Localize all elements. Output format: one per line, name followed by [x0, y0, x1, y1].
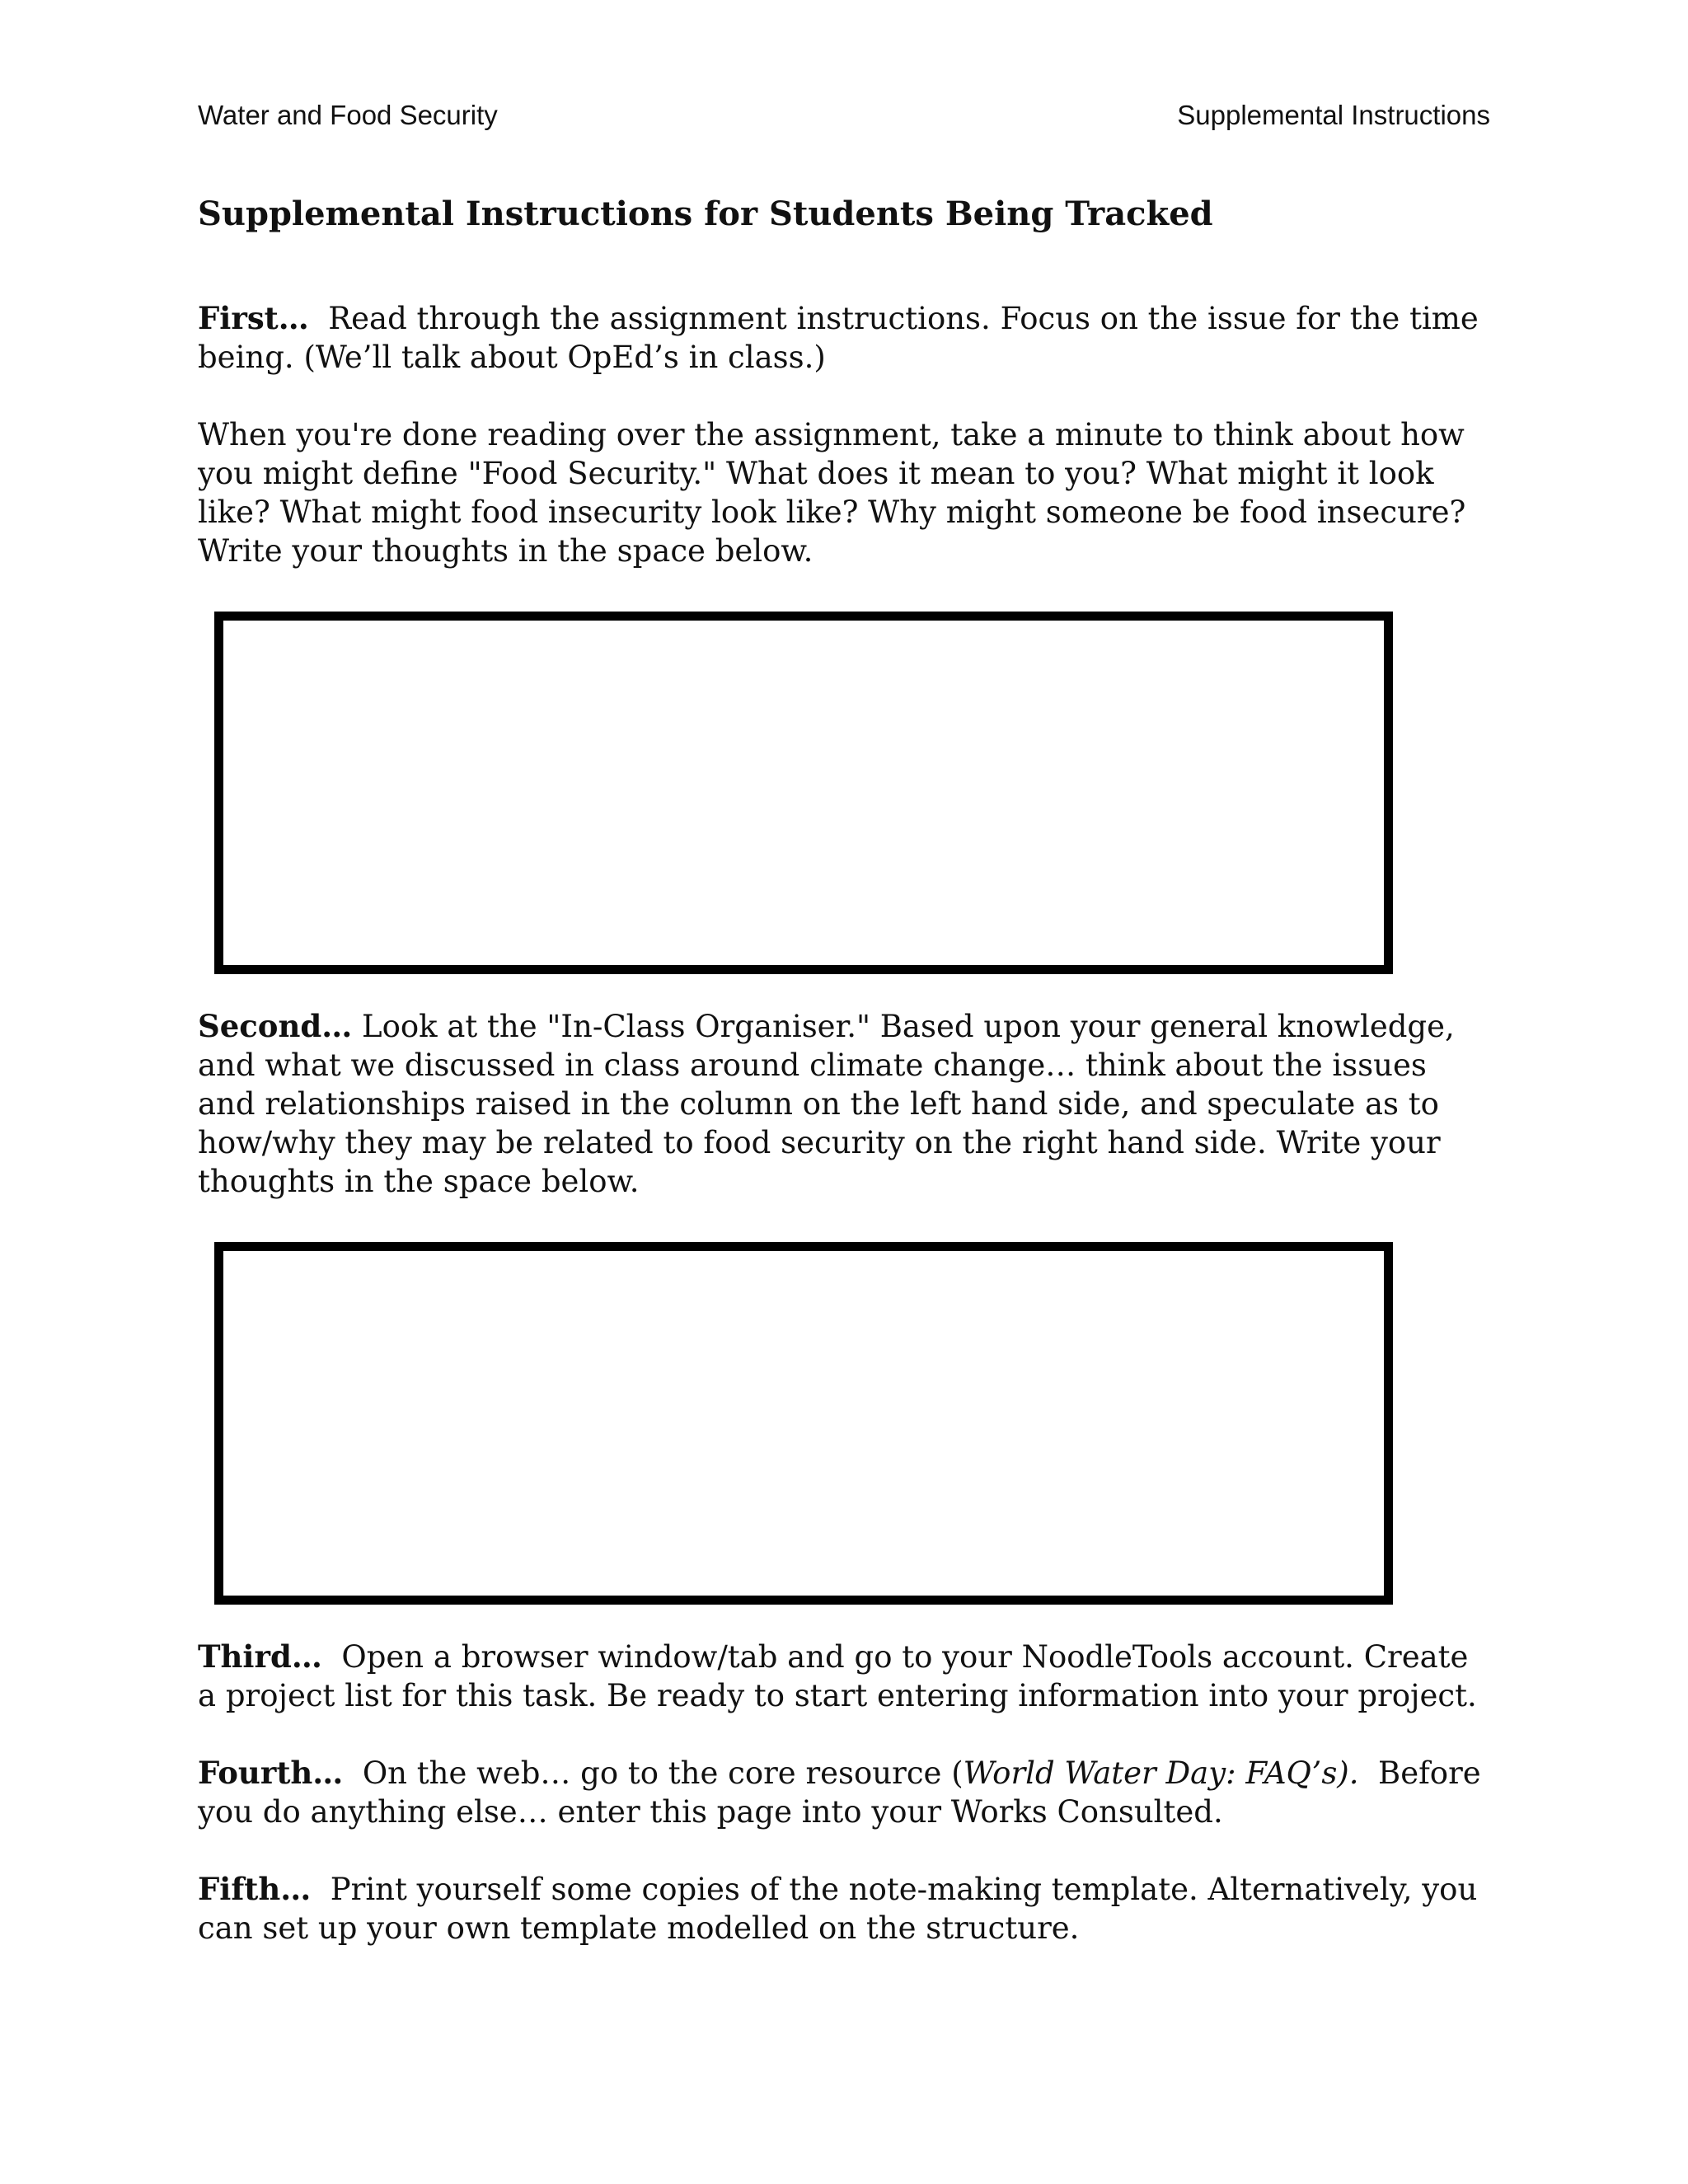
step-second-text: Look at the "In-Class Organiser." Based upon your general knowledge, and what we discussed in class around climate change… think about the issues and relationships raised in the column on the left hand side, and speculate as to how/why they may be related to food security on the right hand side. Write your thoughts in the space below. [198, 1009, 1455, 1199]
step-fifth [198, 1870, 1492, 1947]
core-resource-title: World Water Day: FAQ’s). [963, 1755, 1359, 1791]
header-course-title: Water and Food Security [198, 100, 498, 130]
step-first-label: First… [198, 300, 309, 336]
step-fifth-label: Fifth… [198, 1871, 312, 1907]
step-fourth-text-before: On the web… go to the core resource ( [362, 1755, 964, 1791]
step-fifth-text: Print yourself some copies of the note-making template. Alternatively, you can set up your own template modelled on the structure. [198, 1872, 1478, 1946]
page-header [198, 99, 1490, 132]
header-document-type: Supplemental Instructions [1177, 100, 1490, 130]
step-first [198, 299, 1492, 377]
step-second-label: Second… [198, 1008, 353, 1044]
page-title: Supplemental Instructions for Students Being Tracked [198, 194, 1213, 233]
step-fourth-text-after: Before you do anything else… enter this page into your Works Consulted. [198, 1755, 1481, 1830]
step-first-text: Read through the assignment instructions. Focus on the issue for the time being. (We’ll talk about OpEd’s in class.) [198, 301, 1479, 375]
step-third-label: Third… [198, 1638, 322, 1675]
step-fourth-label: Fourth… [198, 1755, 344, 1791]
step-third [198, 1638, 1492, 1715]
food-security-prompt: When you're done reading over the assignment, take a minute to think about how you might define "Food Security." What does it mean to you? What might it look like? What might food insecurity look like? Why might someone be food insecure? Write your thoughts in the space below. [198, 417, 1466, 569]
food-security-answer-box[interactable] [214, 612, 1393, 974]
step-third-text: Open a browser window/tab and go to your NoodleTools account. Create a project list for this task. Be ready to start entering information into your project. [198, 1639, 1477, 1713]
step-second [198, 1007, 1492, 1201]
step-fourth [198, 1754, 1492, 1831]
climate-relationship-answer-box[interactable] [214, 1242, 1393, 1605]
document-body [198, 194, 1492, 1947]
